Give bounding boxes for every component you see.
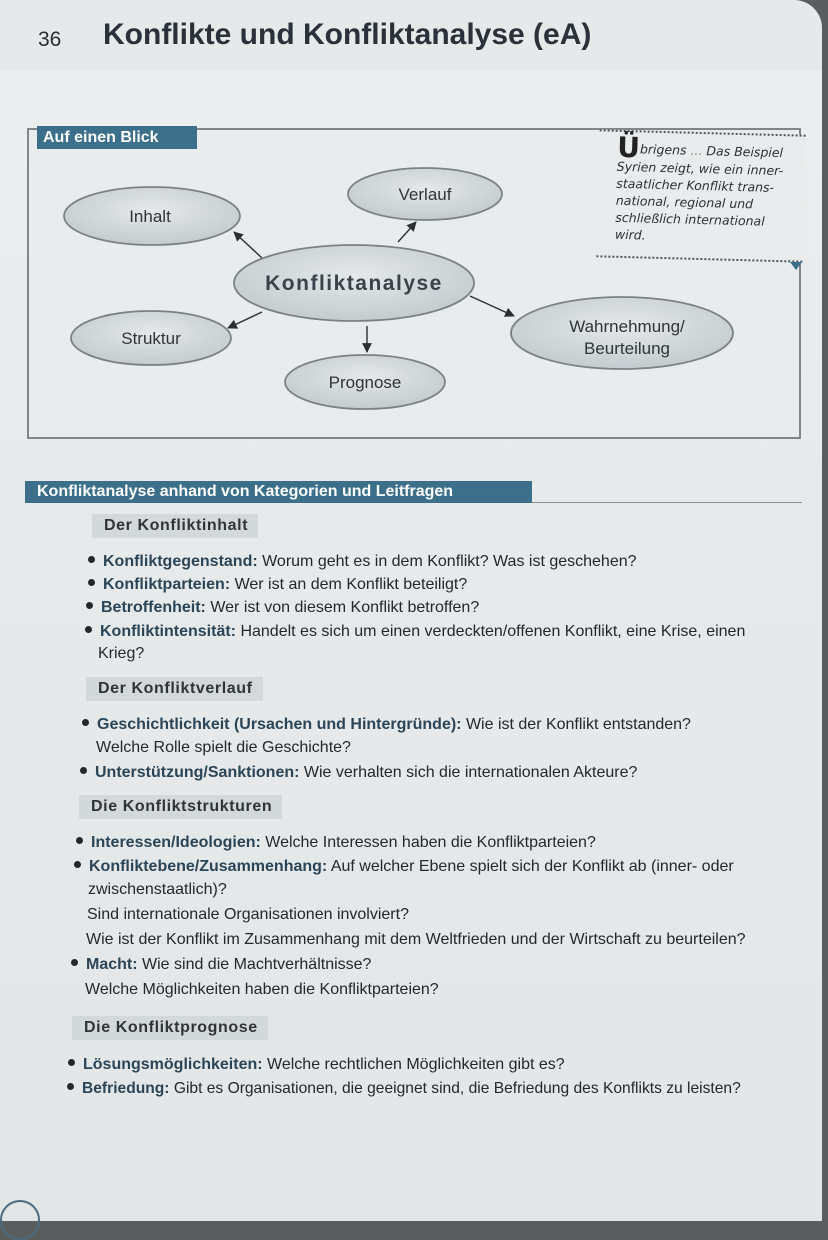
category-heading-prognose: Die Konfliktprognose [72,1016,268,1040]
arrow-verlauf [398,222,416,242]
list-item-continuation: Krieg? [98,645,145,662]
page-corner-decoration [0,1200,40,1240]
label-prognose: Prognose [328,373,402,392]
list-item-continuation: Sind internationale Organisationen involviert? [87,906,409,923]
glance-label: Auf einen Blick [37,126,197,149]
list-item-continuation: zwischenstaatlich)? [88,881,227,898]
list-item: Konfliktgegenstand: Worum geht es in dem Konflikt? Was ist geschehen? [88,550,637,573]
list-item: Konfliktparteien: Wer ist an dem Konflikt beteiligt? [88,573,467,596]
list-item: Betroffenheit: Wer ist von diesem Konflikt betroffen? [86,596,479,619]
note-marker-icon [790,262,802,270]
note-line-1: Syrien zeigt, wie ein inner- [616,158,784,179]
note-line-3: national, regional und [615,192,754,212]
note-initial: Ü [616,130,641,165]
label-wahrnehmung-1: Wahrnehmung/ [569,317,685,336]
list-item: Konfliktebene/Zusammenhang: Auf welcher Ebene spielt sich der Konflikt ab (inner- oder [74,855,734,878]
note-line-2: staatlicher Konflikt trans- [616,175,775,195]
arrow-struktur [228,312,262,328]
note-line-0: Das Beispiel [702,143,784,161]
page-number: 36 [38,28,62,51]
section-heading: Konfliktanalyse anhand von Kategorien und Leitfragen [25,481,532,503]
note-dots: ... [686,142,703,159]
arrow-wahrnehmung [470,296,514,316]
list-item: Konfliktintensität: Handelt es sich um einen verdeckten/offenen Konflikt, eine Krise, einen [85,620,745,643]
list-item: Lösungsmöglichkeiten: Welche rechtlichen Möglichkeiten gibt es? [68,1053,565,1076]
label-inhalt: Inhalt [129,207,171,226]
note-line-4: schließlich international wird. [614,209,765,243]
category-heading-verlauf: Der Konfliktverlauf [86,677,263,701]
label-wahrnehmung-2: Beurteilung [583,339,671,358]
list-item-continuation: Welche Möglichkeiten haben die Konfliktparteien? [85,981,439,998]
section-rule [532,502,802,503]
page-title: Konflikte und Konfliktanalyse (eA) [103,18,592,51]
list-item: Interessen/Ideologien: Welche Interessen haben die Konfliktparteien? [76,831,596,854]
list-item: Unterstützung/Sanktionen: Wie verhalten sich die internationalen Akteure? [80,761,637,784]
list-item-continuation: Welche Rolle spielt die Geschichte? [96,739,351,756]
note-first-word: brigens [639,141,687,158]
category-heading-strukturen: Die Konfliktstrukturen [79,795,282,819]
label-center: Konfliktanalyse [265,272,443,295]
list-item: Befriedung: Gibt es Organisationen, die geeignet sind, die Befriedung des Konflikts zu leisten? [67,1077,741,1100]
label-struktur: Struktur [121,329,181,348]
label-verlauf: Verlauf [398,185,452,204]
side-note [596,129,805,262]
list-item: Geschichtlichkeit (Ursachen und Hintergründe): Wie ist der Konflikt entstanden? [82,713,691,736]
list-item: Macht: Wie sind die Machtverhältnisse? [71,953,371,976]
arrow-inhalt [234,232,262,258]
list-item-continuation: Wie ist der Konflikt im Zusammenhang mit dem Weltfrieden und der Wirtschaft zu beurteilen? [86,931,746,948]
category-heading-inhalt: Der Konfliktinhalt [92,514,258,538]
